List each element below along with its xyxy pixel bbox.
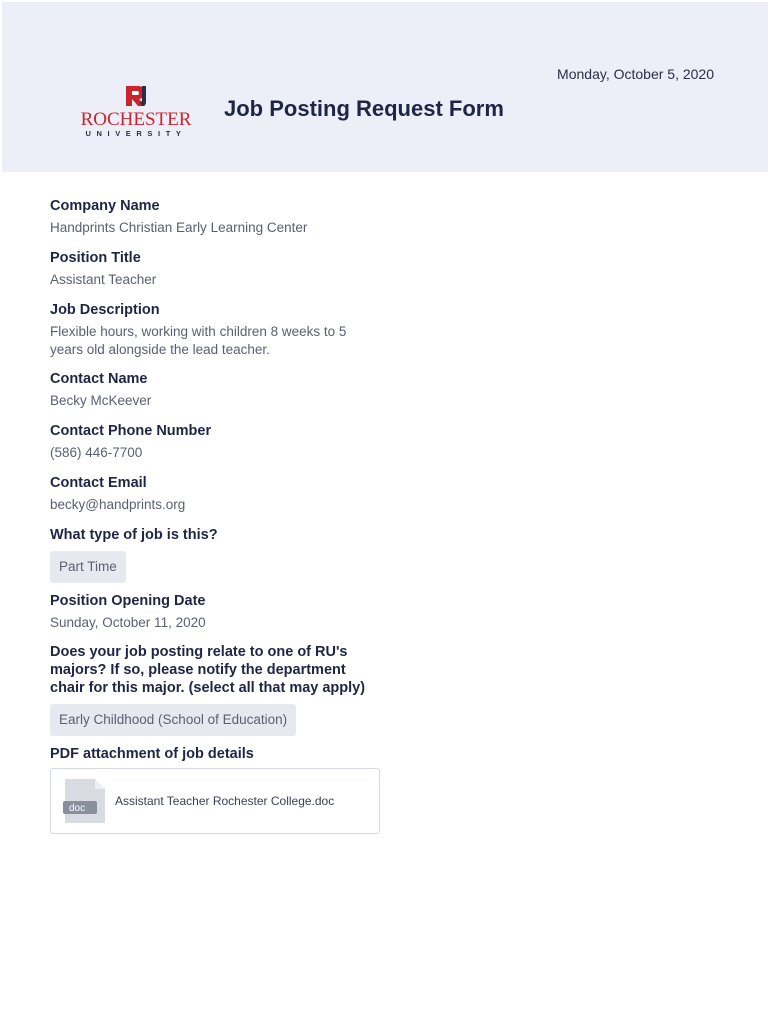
field-value: Flexible hours, working with children 8 weeks to 5 years old alongside the lead teacher. bbox=[50, 324, 347, 357]
header-banner bbox=[2, 2, 768, 172]
page-title: Job Posting Request Form bbox=[224, 96, 504, 121]
field-value: Assistant Teacher bbox=[50, 272, 157, 287]
svg-text:doc: doc bbox=[69, 803, 86, 814]
submission-date: Monday, October 5, 2020 bbox=[557, 66, 714, 82]
field-related-majors bbox=[50, 643, 380, 736]
field-label: Position Title bbox=[50, 250, 141, 266]
field-contact-name bbox=[50, 370, 390, 410]
field-opening-date bbox=[50, 592, 390, 632]
field-contact-phone bbox=[50, 422, 390, 462]
field-label: PDF attachment of job details bbox=[50, 746, 254, 762]
job-type-chip: Part Time bbox=[50, 551, 126, 583]
logo-wordmark: ROCHESTER bbox=[80, 109, 192, 130]
attachment-file-name[interactable]: Assistant Teacher Rochester College.doc bbox=[115, 794, 335, 808]
field-label: Position Opening Date bbox=[50, 593, 206, 609]
field-company-name bbox=[50, 197, 390, 237]
field-value: Sunday, October 11, 2020 bbox=[50, 615, 206, 630]
field-value: (586) 446-7700 bbox=[50, 445, 143, 460]
field-value: Becky McKeever bbox=[50, 393, 152, 408]
field-value: becky@handprints.org bbox=[50, 497, 186, 512]
field-job-description bbox=[50, 301, 370, 359]
attachment-card[interactable] bbox=[50, 768, 380, 834]
field-attachment bbox=[50, 745, 390, 763]
major-chip: Early Childhood (School of Education) bbox=[50, 704, 296, 736]
field-label: Contact Phone Number bbox=[50, 423, 212, 439]
university-logo bbox=[76, 84, 196, 140]
field-label: Does your job posting relate to one of RU's majors? If so, please notify the department chair for this major. (select all that may apply) bbox=[50, 644, 366, 696]
field-label: What type of job is this? bbox=[50, 527, 218, 543]
field-label: Contact Name bbox=[50, 371, 148, 387]
logo-mark-icon bbox=[124, 84, 148, 108]
field-position-title bbox=[50, 249, 390, 289]
field-label: Job Description bbox=[50, 302, 160, 318]
field-contact-email bbox=[50, 474, 390, 514]
doc-file-icon bbox=[63, 779, 107, 823]
logo-subtitle: UNIVERSITY bbox=[85, 129, 187, 138]
field-label: Contact Email bbox=[50, 475, 147, 491]
field-job-type bbox=[50, 526, 390, 583]
field-value: Handprints Christian Early Learning Center bbox=[50, 220, 308, 235]
field-label: Company Name bbox=[50, 198, 160, 214]
